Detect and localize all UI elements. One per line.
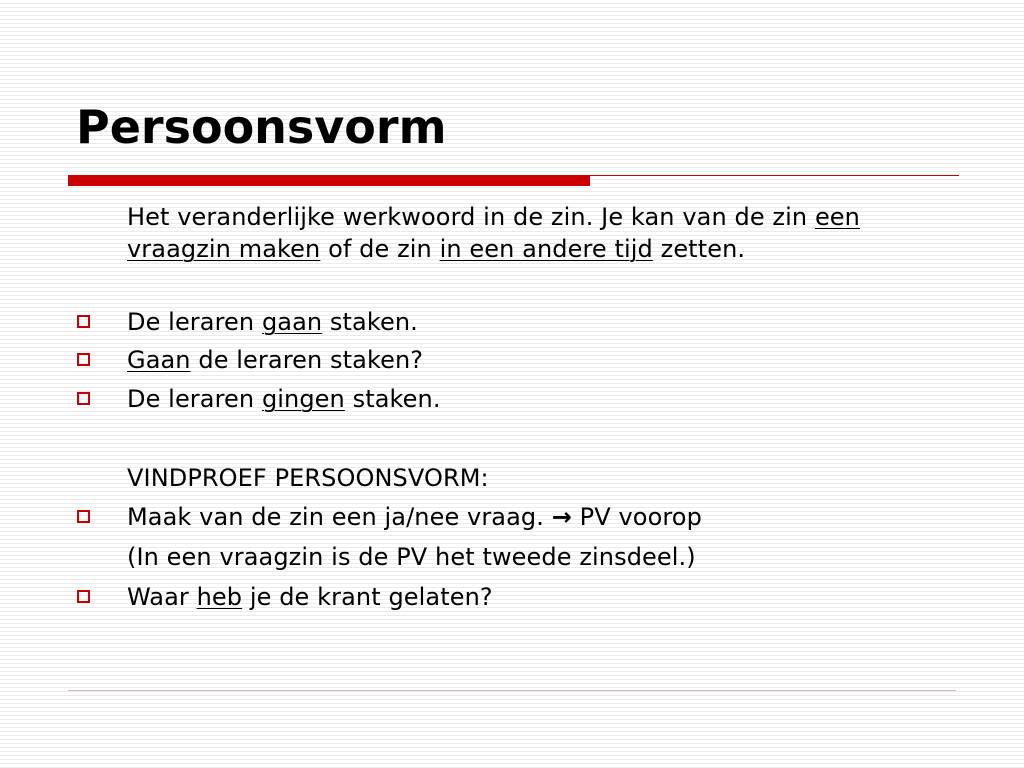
bullet-text-post: staken.: [344, 385, 441, 413]
bullet-text-post: staken.: [322, 308, 418, 336]
title-underline-thick: [68, 175, 590, 186]
intro-text-2: of de zin: [320, 235, 440, 263]
bullet-item-1: [127, 306, 947, 338]
intro-underline-vraagzin: een vraagzin maken: [127, 203, 860, 263]
intro-text-1: Het veranderlijke werkwoord in de zin. Je kan van de zin: [127, 203, 815, 231]
vindproef-bullet: [127, 501, 947, 533]
bullet-item-3: [127, 383, 947, 415]
vindproef-text-post: PV voorop: [571, 503, 702, 531]
right-arrow-icon: →: [551, 503, 572, 531]
vindproef-heading: VINDPROEF PERSOONSVORM:: [127, 464, 489, 492]
bullet-text-pre: De leraren: [127, 308, 262, 336]
bullet-underlined-verb: Gaan: [127, 346, 191, 374]
intro-paragraph: [127, 201, 947, 265]
slide-title: Persoonsvorm: [76, 100, 447, 154]
vindproef-note: (In een vraagzin is de PV het tweede zinsdeel.): [127, 543, 696, 571]
bullet-text-post: de leraren staken?: [190, 346, 424, 374]
bullet-item-last: [127, 581, 947, 613]
intro-underline-tijd: in een andere tijd: [439, 235, 653, 263]
bullet-text-pre: Waar: [127, 583, 197, 611]
intro-text-3: zetten.: [652, 235, 746, 263]
bullet-underlined-verb: heb: [196, 583, 243, 611]
footer-divider: [68, 690, 956, 691]
hollow-square-bullet-icon: [77, 590, 90, 603]
hollow-square-bullet-icon: [77, 392, 90, 405]
bullet-underlined-verb: gingen: [261, 385, 345, 413]
bullet-item-2: [127, 344, 947, 376]
hollow-square-bullet-icon: [77, 510, 90, 523]
vindproef-text-pre: Maak van de zin een ja/nee vraag.: [127, 503, 552, 531]
bullet-text-post: je de krant gelaten?: [242, 583, 493, 611]
hollow-square-bullet-icon: [77, 315, 90, 328]
bullet-underlined-verb: gaan: [261, 308, 323, 336]
title-underline-thin: [590, 175, 959, 176]
hollow-square-bullet-icon: [77, 353, 90, 366]
bullet-text-pre: De leraren: [127, 385, 262, 413]
